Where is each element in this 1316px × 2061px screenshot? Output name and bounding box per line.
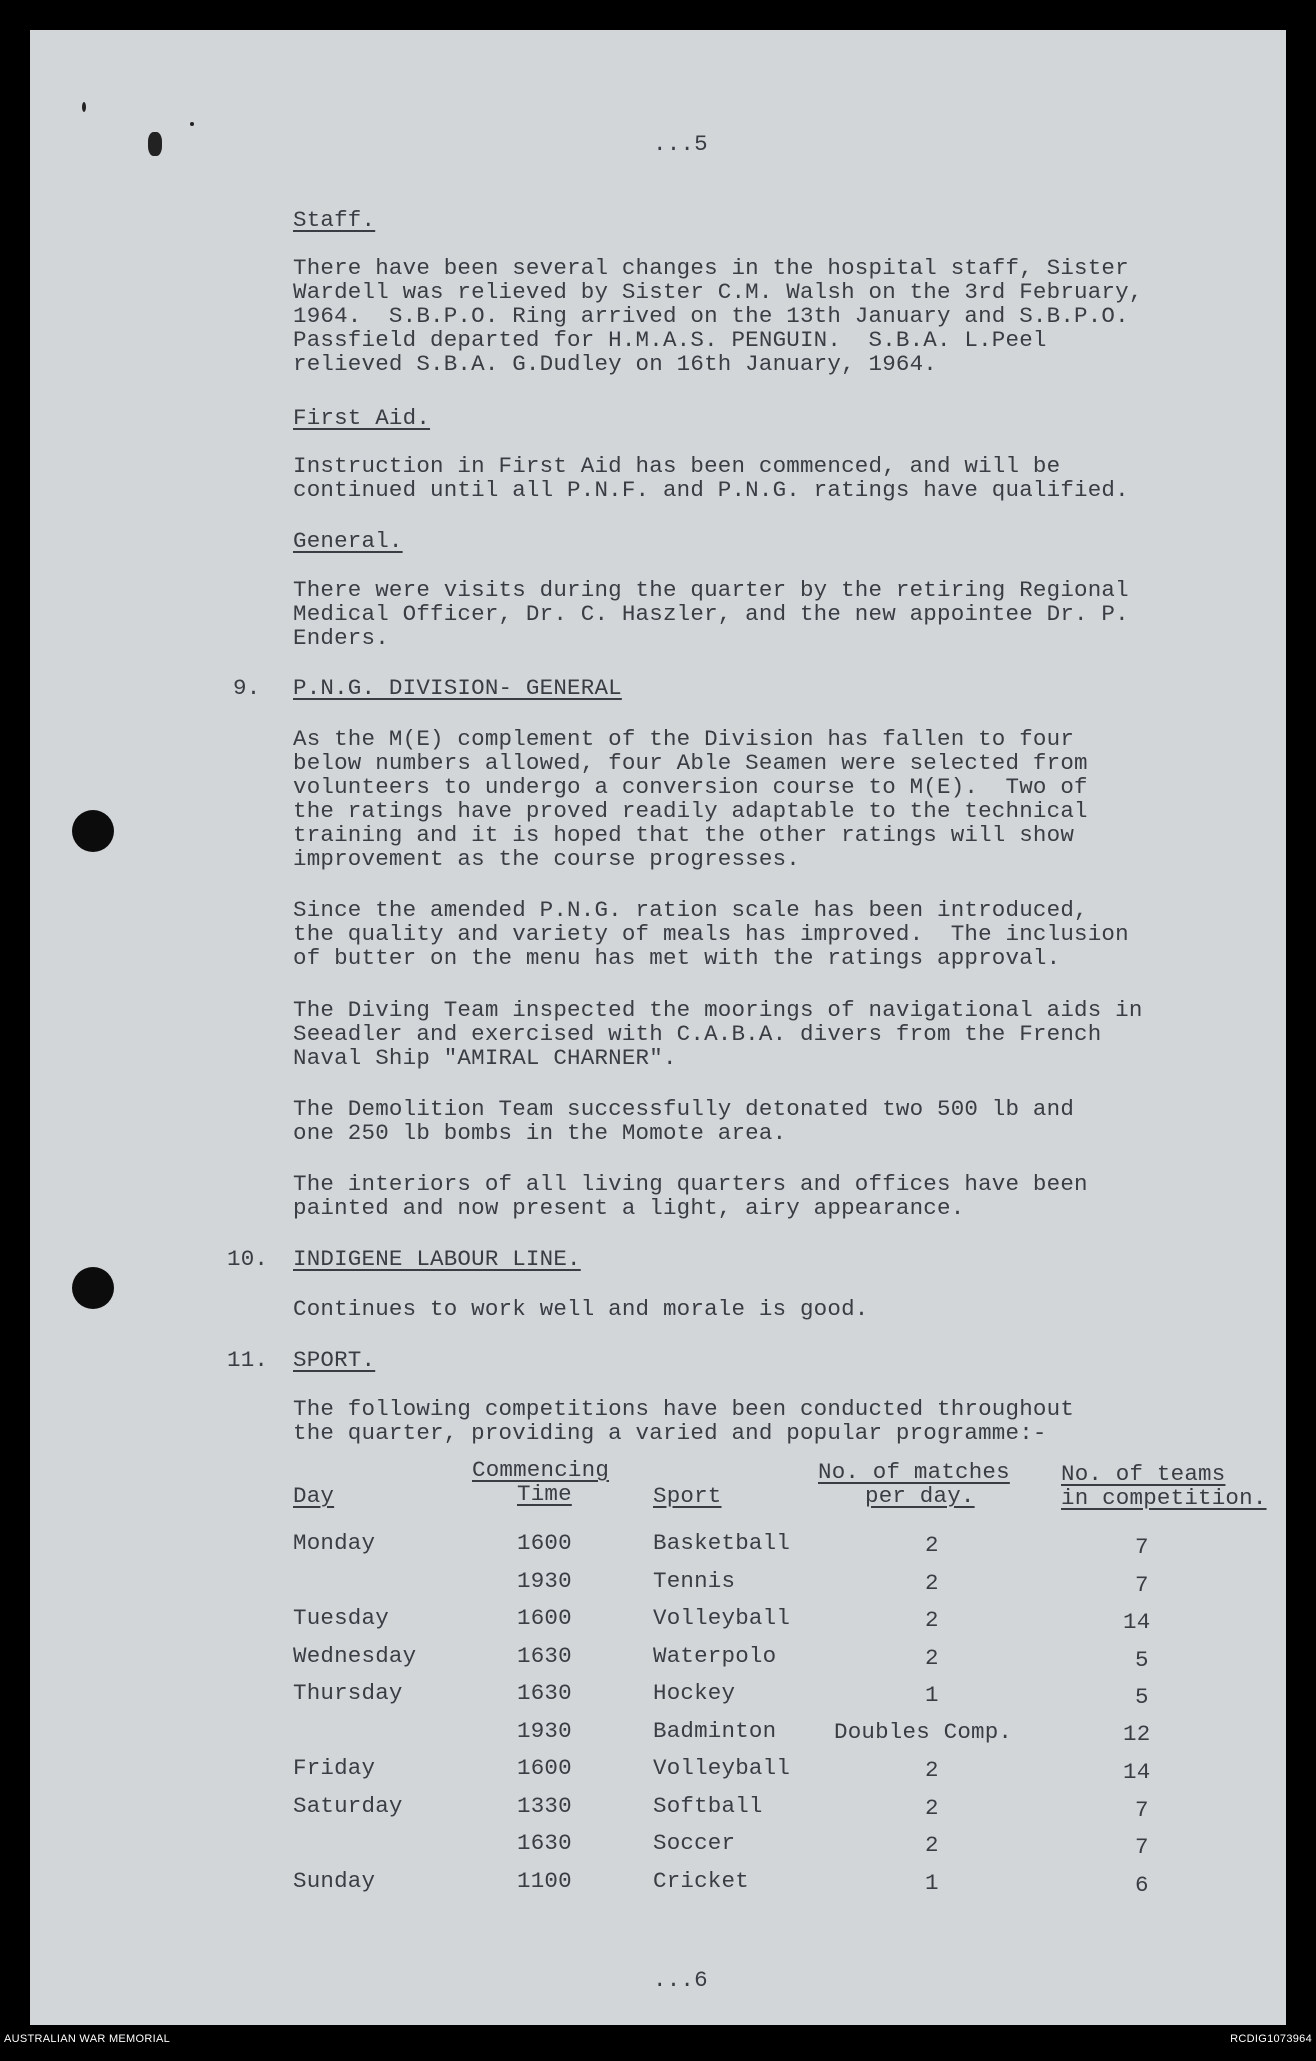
cell-day: Wednesday bbox=[293, 1643, 417, 1669]
cell-day: Tuesday bbox=[293, 1605, 389, 1631]
punch-hole bbox=[72, 1267, 114, 1309]
cell-time: 1600 bbox=[517, 1530, 572, 1556]
cell-teams: 7 bbox=[1135, 1572, 1149, 1598]
paragraph-line: below numbers allowed, four Able Seamen were selected from bbox=[293, 750, 1088, 776]
paragraph-line: improvement as the course progresses. bbox=[293, 846, 800, 872]
paragraph-line: Continues to work well and morale is good. bbox=[293, 1296, 869, 1322]
page-number-header: ...5 bbox=[653, 131, 708, 157]
cell-time: 1930 bbox=[517, 1718, 572, 1744]
punch-hole bbox=[72, 810, 114, 852]
cell-sport: Cricket bbox=[653, 1868, 749, 1894]
cell-teams: 12 bbox=[1123, 1721, 1151, 1747]
paragraph-line: As the M(E) complement of the Division has fallen to four bbox=[293, 726, 1075, 752]
paragraph-line: The following competitions have been conducted throughout bbox=[293, 1396, 1075, 1422]
paragraph-line: one 250 lb bombs in the Momote area. bbox=[293, 1120, 787, 1146]
cell-matches: 2 bbox=[925, 1832, 939, 1858]
staff-line: Wardell was relieved by Sister C.M. Walsh on the 3rd February, bbox=[293, 279, 1143, 305]
paragraph-line: The interiors of all living quarters and offices have been bbox=[293, 1171, 1088, 1197]
paragraph-line: the quarter, providing a varied and popular programme:- bbox=[293, 1420, 1047, 1446]
cell-teams: 14 bbox=[1123, 1759, 1151, 1785]
cell-matches: 2 bbox=[925, 1757, 939, 1783]
general-line: There were visits during the quarter by the retiring Regional bbox=[293, 577, 1129, 603]
cell-day: Friday bbox=[293, 1755, 376, 1781]
cell-sport: Tennis bbox=[653, 1568, 736, 1594]
ink-mark bbox=[148, 132, 162, 156]
cell-teams: 6 bbox=[1135, 1872, 1149, 1898]
cell-teams: 7 bbox=[1135, 1534, 1149, 1560]
cell-sport: Volleyball bbox=[653, 1755, 791, 1781]
section-number: 10. bbox=[227, 1246, 269, 1272]
column-header-in-competition: in competition. bbox=[1061, 1485, 1267, 1511]
staff-line: There have been several changes in the hospital staff, Sister bbox=[293, 255, 1129, 281]
cell-sport: Badminton bbox=[653, 1718, 777, 1744]
paragraph-line: Seeadler and exercised with C.A.B.A. divers from the French bbox=[293, 1021, 1102, 1047]
cell-sport: Volleyball bbox=[653, 1605, 791, 1631]
first-aid-line: continued until all P.N.F. and P.N.G. ratings have qualified. bbox=[293, 477, 1129, 503]
staff-line: relieved S.B.A. G.Dudley on 16th January, 1964. bbox=[293, 351, 938, 377]
page-number-footer: ...6 bbox=[653, 1967, 708, 1993]
column-header-teams: No. of teams bbox=[1061, 1461, 1226, 1487]
cell-matches: 2 bbox=[925, 1570, 939, 1596]
paragraph-line: Since the amended P.N.G. ration scale has been introduced, bbox=[293, 897, 1088, 923]
cell-teams: 5 bbox=[1135, 1684, 1149, 1710]
archive-credit: AUSTRALIAN WAR MEMORIAL bbox=[4, 2033, 171, 2045]
cell-teams: 7 bbox=[1135, 1797, 1149, 1823]
cell-day: Sunday bbox=[293, 1868, 376, 1894]
cell-time: 1600 bbox=[517, 1755, 572, 1781]
cell-day: Saturday bbox=[293, 1793, 403, 1819]
staff-line: Passfield departed for H.M.A.S. PENGUIN. S.B.A. L.Peel bbox=[293, 327, 1047, 353]
general-line: Medical Officer, Dr. C. Haszler, and the new appointee Dr. P. bbox=[293, 601, 1129, 627]
paragraph-line: painted and now present a light, airy appearance. bbox=[293, 1195, 965, 1221]
cell-matches: 2 bbox=[925, 1795, 939, 1821]
cell-teams: 14 bbox=[1123, 1609, 1151, 1635]
paragraph-line: the quality and variety of meals has improved. The inclusion bbox=[293, 921, 1129, 947]
staff-line: 1964. S.B.P.O. Ring arrived on the 13th January and S.B.P.O. bbox=[293, 303, 1129, 329]
cell-matches: Doubles Comp. bbox=[834, 1719, 1013, 1745]
cell-sport: Hockey bbox=[653, 1680, 736, 1706]
cell-teams: 5 bbox=[1135, 1647, 1149, 1673]
column-header-time: Time bbox=[517, 1481, 572, 1507]
cell-day: Monday bbox=[293, 1530, 376, 1556]
ink-mark bbox=[82, 102, 86, 112]
column-header-matches: No. of matches bbox=[818, 1459, 1010, 1485]
column-header-day: Day bbox=[293, 1483, 335, 1509]
paragraph-line: training and it is hoped that the other ratings will show bbox=[293, 822, 1075, 848]
cell-time: 1100 bbox=[517, 1868, 572, 1894]
column-header-per-day: per day. bbox=[865, 1483, 975, 1509]
cell-sport: Soccer bbox=[653, 1830, 736, 1856]
paragraph-line: The Diving Team inspected the moorings of navigational aids in bbox=[293, 997, 1143, 1023]
cell-time: 1600 bbox=[517, 1605, 572, 1631]
column-header-commencing: Commencing bbox=[472, 1457, 610, 1483]
cell-sport: Basketball bbox=[653, 1530, 791, 1556]
heading-staff: Staff. bbox=[293, 207, 376, 233]
first-aid-line: Instruction in First Aid has been commenced, and will be bbox=[293, 453, 1061, 479]
cell-sport: Softball bbox=[653, 1793, 763, 1819]
document-page bbox=[30, 30, 1286, 2025]
heading-png-division: P.N.G. DIVISION- GENERAL bbox=[293, 675, 622, 701]
paragraph-line: volunteers to undergo a conversion course to M(E). Two of bbox=[293, 774, 1088, 800]
cell-sport: Waterpolo bbox=[653, 1643, 777, 1669]
heading-first-aid: First Aid. bbox=[293, 405, 431, 431]
heading-sport: SPORT. bbox=[293, 1347, 376, 1373]
cell-time: 1330 bbox=[517, 1793, 572, 1819]
cell-matches: 2 bbox=[925, 1607, 939, 1633]
cell-matches: 2 bbox=[925, 1645, 939, 1671]
cell-time: 1630 bbox=[517, 1830, 572, 1856]
cell-teams: 7 bbox=[1135, 1834, 1149, 1860]
cell-matches: 2 bbox=[925, 1532, 939, 1558]
heading-indigene-labour-line: INDIGENE LABOUR LINE. bbox=[293, 1246, 581, 1272]
paragraph-line: Naval Ship "AMIRAL CHARNER". bbox=[293, 1045, 677, 1071]
cell-time: 1930 bbox=[517, 1568, 572, 1594]
cell-matches: 1 bbox=[925, 1870, 939, 1896]
archive-reference: RCDIG1073964 bbox=[1230, 2033, 1312, 2045]
section-number: 9. bbox=[233, 675, 261, 701]
ink-mark bbox=[190, 122, 194, 126]
general-line: Enders. bbox=[293, 625, 389, 651]
paragraph-line: the ratings have proved readily adaptable to the technical bbox=[293, 798, 1088, 824]
heading-general: General. bbox=[293, 528, 403, 554]
cell-time: 1630 bbox=[517, 1643, 572, 1669]
cell-time: 1630 bbox=[517, 1680, 572, 1706]
paragraph-line: The Demolition Team successfully detonated two 500 lb and bbox=[293, 1096, 1075, 1122]
cell-matches: 1 bbox=[925, 1682, 939, 1708]
cell-day: Thursday bbox=[293, 1680, 403, 1706]
paragraph-line: of butter on the menu has met with the ratings approval. bbox=[293, 945, 1061, 971]
column-header-sport: Sport bbox=[653, 1483, 722, 1509]
section-number: 11. bbox=[227, 1347, 269, 1373]
